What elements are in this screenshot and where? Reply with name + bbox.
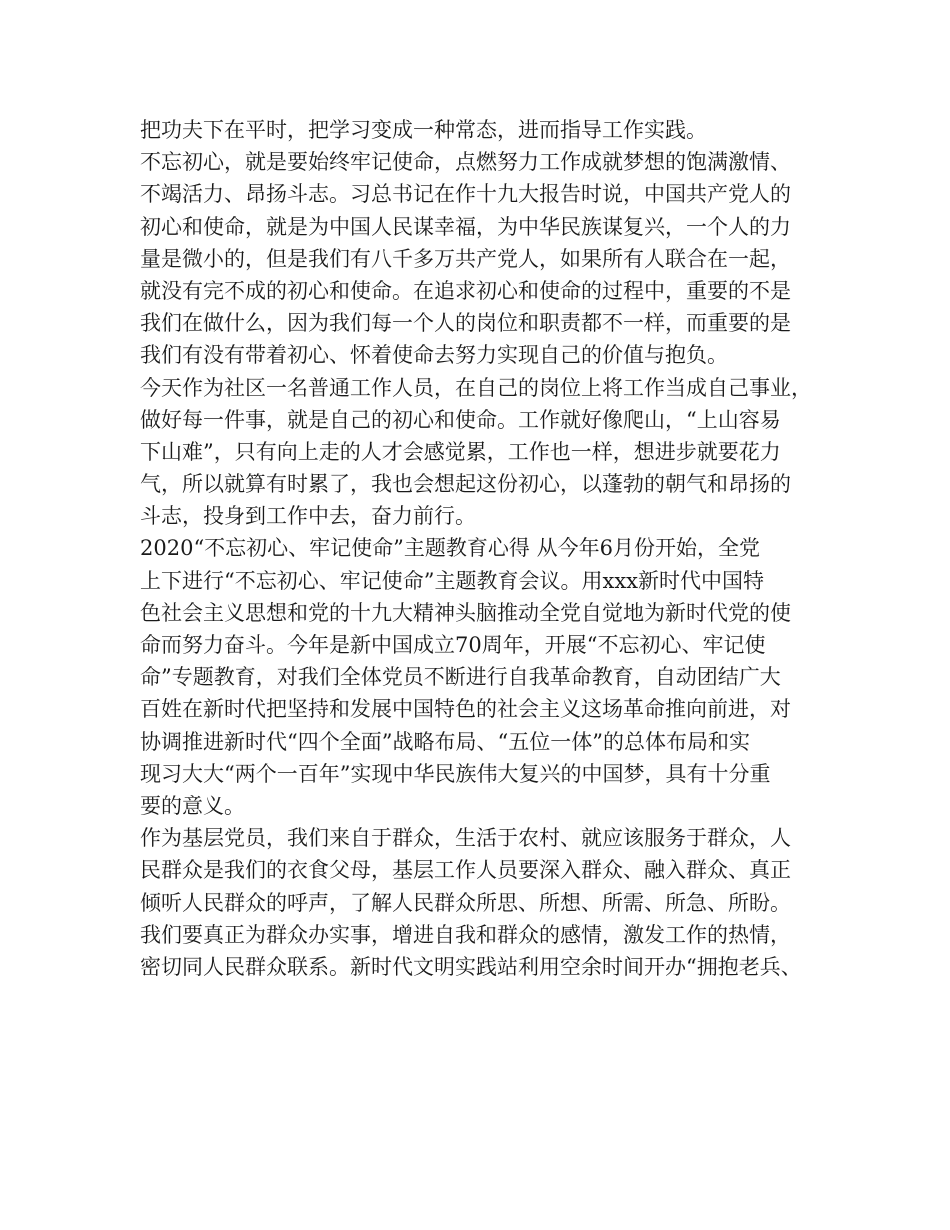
text-line: 2020“不忘初心、牢记使命”主题教育心得 从今年6月份开始，全党 — [140, 536, 760, 561]
text-line: 就没有完不成的初心和使命。在追求初心和使命的过程中，重要的不是 — [140, 278, 791, 303]
text-line: 气，所以就算有时累了，我也会想起这份初心，以蓬勃的朝气和昂扬的 — [140, 472, 791, 497]
text-line: 百姓在新时代把坚持和发展中国特色的社会主义这场革命推向前进，对 — [140, 697, 791, 722]
text-line: 把功夫下在平时，把学习变成一种常态，进而指导工作实践。 — [140, 118, 707, 142]
text-line: 色社会主义思想和党的十九大精神头脑推动全党自觉地为新时代党的使 — [140, 600, 791, 625]
document-page — [140, 114, 820, 983]
text-line: 命而努力奋斗。今年是新中国成立70周年，开展“不忘初心、牢记使 — [140, 633, 766, 657]
text-line: 现习大大“两个一百年”实现中华民族伟大复兴的中国梦，具有十分重 — [140, 761, 771, 786]
text-line: 初心和使命，就是为中国人民谋幸福，为中华民族谋复兴，一个人的力 — [140, 214, 791, 239]
text-line: 量是微小的，但是我们有八千多万共产党人，如果所有人联合在一起， — [140, 246, 791, 271]
text-line: 下山难”，只有向上走的人才会感觉累，工作也一样，想进步就要花力 — [140, 439, 781, 464]
text-line: 我们有没有带着初心、怀着使命去努力实现自己的价值与抱负。 — [140, 343, 728, 368]
text-line: 我们要真正为群众办实事，增进自我和群众的感情，激发工作的热情， — [140, 922, 791, 947]
text-line: 今天作为社区一名普通工作人员，在自己的岗位上将工作当成自己事业， — [140, 375, 812, 400]
text-line: 命”专题教育，对我们全体党员不断进行自我革命教育，自动团结广大 — [140, 665, 781, 690]
text-line: 上下进行“不忘初心、牢记使命”主题教育会议。用xxx新时代中国特 — [140, 568, 764, 593]
text-line: 不忘初心，就是要始终牢记使命，点燃努力工作成就梦想的饱满激情、 — [140, 150, 791, 175]
text-line: 斗志，投身到工作中去，奋力前行。 — [140, 504, 476, 529]
text-line: 作为基层党员，我们来自于群众，生活于农村、就应该服务于群众，人 — [140, 826, 791, 851]
text-line: 密切同人民群众联系。新时代文明实践站利用空余时间开办“拥抱老兵、 — [140, 954, 802, 979]
text-line: 不竭活力、昂扬斗志。习总书记在作十九大报告时说，中国共产党人的 — [140, 182, 791, 207]
text-line: 民群众是我们的衣食父母，基层工作人员要深入群众、融入群众、真正 — [140, 858, 791, 883]
text-line: 做好每一件事，就是自己的初心和使命。工作就好像爬山，“上山容易 — [140, 407, 781, 432]
text-line: 我们在做什么，因为我们每一个人的岗位和职责都不一样，而重要的是 — [140, 311, 791, 336]
text-line: 倾听人民群众的呼声，了解人民群众所思、所想、所需、所急、所盼。 — [140, 890, 791, 915]
text-line: 要的意义。 — [140, 793, 245, 818]
text-line: 协调推进新时代“四个全面”战略布局、“五位一体”的总体布局和实 — [140, 729, 750, 754]
